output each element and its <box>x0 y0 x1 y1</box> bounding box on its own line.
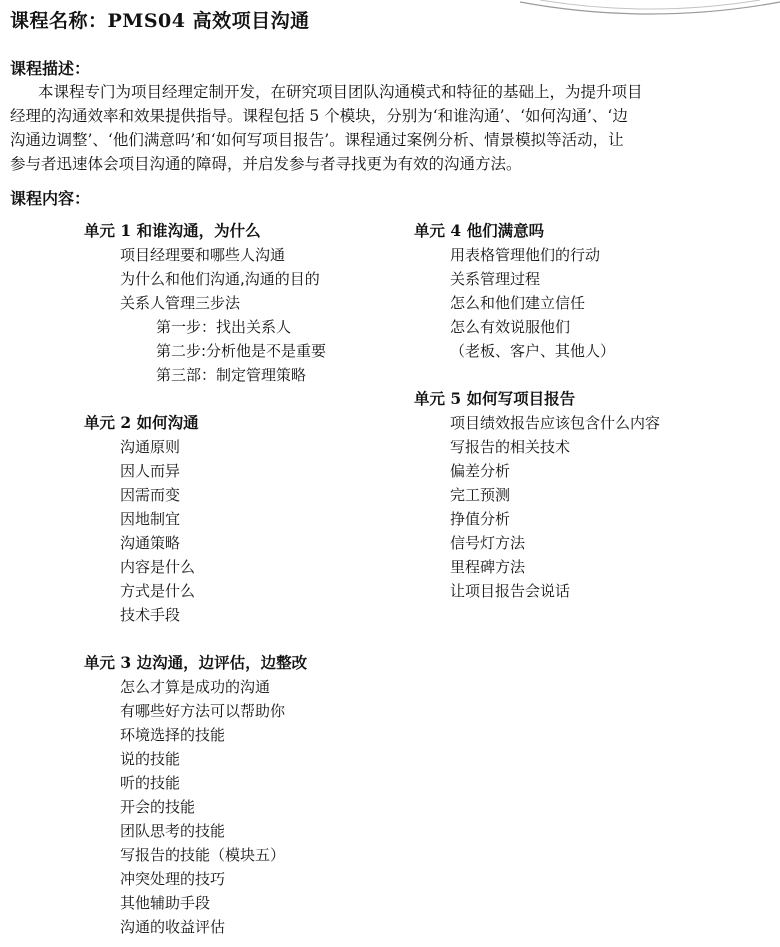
unit-3-item: 其他辅助手段 <box>120 894 211 912</box>
description-line: 本课程专门为项目经理定制开发，在研究项目团队沟通模式和特征的基础上，为提升项目 <box>38 83 643 101</box>
unit-1-subitem: 第三部：制定管理策略 <box>156 366 307 384</box>
left-column <box>84 219 326 939</box>
unit-4-item: 怎么和他们建立信任 <box>450 294 586 312</box>
unit-1-item: 项目经理要和哪些人沟通 <box>120 246 286 264</box>
decorative-arc <box>520 0 780 22</box>
unit-4-item: 关系管理过程 <box>450 270 541 288</box>
unit-5-item: 信号灯方法 <box>450 534 526 552</box>
unit-3-item: 有哪些好方法可以帮助你 <box>120 702 286 720</box>
unit-5-item: 挣值分析 <box>450 510 511 528</box>
unit-1-title: 单元 1 和谁沟通，为什么 <box>84 221 261 240</box>
unit-4-item: 用表格管理他们的行动 <box>450 246 601 264</box>
unit-3-item: 团队思考的技能 <box>120 822 226 840</box>
unit-3-item: 说的技能 <box>120 750 181 768</box>
unit-5-title: 单元 5 如何写项目报告 <box>414 389 576 408</box>
unit-2-item: 因人而异 <box>120 462 181 480</box>
unit-2-item: 因地制宜 <box>120 510 181 528</box>
unit-5-item: 偏差分析 <box>450 462 511 480</box>
unit-2-item: 因需而变 <box>120 486 181 504</box>
unit-2-item: 内容是什么 <box>120 558 196 576</box>
description-line: 沟通边调整’、‘他们满意吗’和‘如何写项目报告’。课程通过案例分析、情景模拟等活动，让 <box>10 131 624 149</box>
unit-3-item: 听的技能 <box>120 774 181 792</box>
unit-1-subitem: 第二步:分析他是不是重要 <box>156 342 327 360</box>
course-title: 课程名称：PMS04 高效项目沟通 <box>10 10 310 32</box>
unit-4-item: 怎么有效说服他们 <box>450 318 571 336</box>
unit-3-item: 环境选择的技能 <box>120 726 226 744</box>
unit-3-item: 开会的技能 <box>120 798 196 816</box>
unit-5-item: 写报告的相关技术 <box>450 438 571 456</box>
unit-1-subitem: 第一步：找出关系人 <box>156 318 292 336</box>
unit-2-title: 单元 2 如何沟通 <box>84 413 199 432</box>
unit-3-title: 单元 3 边沟通，边评估，边整改 <box>84 653 308 672</box>
unit-5-item: 让项目报告会说话 <box>450 582 571 600</box>
unit-3-item: 写报告的技能（模块五） <box>120 846 286 864</box>
content-heading: 课程内容： <box>10 189 91 208</box>
unit-3-item: 怎么才算是成功的沟通 <box>120 678 271 696</box>
unit-3-item: 冲突处理的技巧 <box>120 870 226 888</box>
unit-4-item: （老板、客户、其他人） <box>450 342 616 360</box>
description-heading: 课程描述： <box>10 59 91 78</box>
unit-5-item: 完工预测 <box>450 486 511 504</box>
description-line: 经理的沟通效率和效果提供指导。课程包括 5 个模块，分别为‘和谁沟通’、‘如何沟通’、‘边 <box>10 107 628 125</box>
description-line: 参与者迅速体会项目沟通的障碍，并启发参与者寻找更为有效的沟通方法。 <box>10 155 522 173</box>
unit-2-item: 方式是什么 <box>120 582 196 600</box>
unit-2-item: 沟通策略 <box>120 534 181 552</box>
unit-4-title: 单元 4 他们满意吗 <box>414 221 545 240</box>
course-description <box>10 80 775 176</box>
right-column <box>414 219 660 603</box>
unit-1-item: 为什么和他们沟通,沟通的目的 <box>120 270 320 288</box>
unit-1-item: 关系人管理三步法 <box>120 294 241 312</box>
unit-5-item: 项目绩效报告应该包含什么内容 <box>450 414 661 432</box>
unit-3-item: 沟通的收益评估 <box>120 918 226 936</box>
unit-2-item: 沟通原则 <box>120 438 181 456</box>
unit-5-item: 里程碑方法 <box>450 558 526 576</box>
unit-2-item: 技术手段 <box>120 606 181 624</box>
